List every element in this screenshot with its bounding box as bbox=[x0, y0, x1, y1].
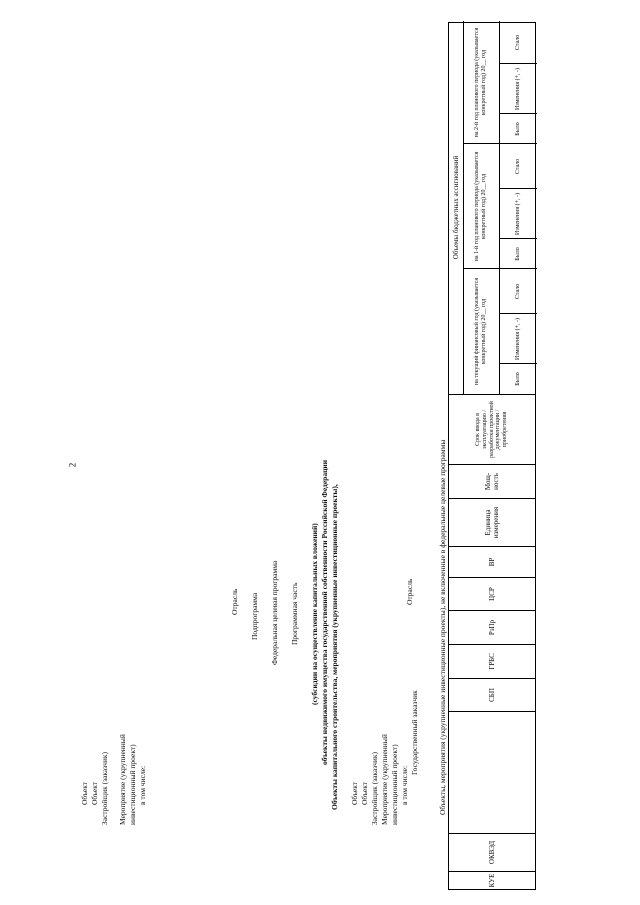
section1-measure-l1: Мероприятие (укрупненный bbox=[380, 734, 389, 825]
section2-developer: Застройщик (заказчик) bbox=[100, 752, 109, 825]
col-csr: ЦСР bbox=[449, 577, 535, 610]
section2-obj2: Объект bbox=[80, 781, 89, 805]
col-unit: Единица измерения bbox=[449, 498, 535, 546]
section1-incl: в том числе: bbox=[400, 765, 409, 805]
section2-program-part: Программная часть bbox=[290, 582, 299, 645]
section1-title: Объекты, мероприятия (укрупненные инвестиционные проекты), не включенные в федеральные целевые программы bbox=[438, 439, 447, 815]
section1-obj2: Объект bbox=[350, 781, 359, 805]
page-number: 2 bbox=[67, 462, 78, 468]
col-capacity: Мощ-ность bbox=[449, 464, 535, 498]
p3-change: Изменения (+, -) bbox=[514, 68, 521, 111]
section2-obj1: Объект bbox=[90, 781, 99, 805]
section2-title-l2: объекты недвижимого имущества государственной собственности Российской Федерации bbox=[320, 459, 329, 765]
col-grbs: ГРБС bbox=[449, 644, 535, 678]
p3-was: Было bbox=[514, 122, 521, 136]
col-rzpr: РзПр bbox=[449, 610, 535, 644]
p1-became: Стало bbox=[514, 283, 521, 300]
col-okved: ОКВЭД bbox=[449, 833, 535, 871]
period-year1: на 1-й год планового периода (указывается конкретный год) 20__ год bbox=[474, 151, 487, 262]
section1-obj1: Объект bbox=[360, 781, 369, 805]
p3-became: Стало bbox=[514, 34, 521, 51]
section1-industry: Отрасль bbox=[405, 578, 414, 605]
p1-was: Было bbox=[514, 372, 521, 386]
section2-fcp: Федеральная целевая программа bbox=[270, 560, 279, 665]
section2-industry: Отрасль bbox=[230, 588, 239, 615]
section2-measure-l2: инвестиционный проект) bbox=[128, 744, 137, 825]
col-vr: ВР bbox=[449, 546, 535, 577]
section1-developer: Застройщик (заказчик) bbox=[370, 752, 379, 825]
section1-measure-l2: инвестиционный проект) bbox=[390, 744, 399, 825]
p2-became: Стало bbox=[514, 158, 521, 175]
col-kue: КУЕ bbox=[449, 871, 535, 889]
section2-incl: в том числе: bbox=[138, 765, 147, 805]
p2-was: Было bbox=[514, 247, 521, 261]
section2-subprogram: Подпрограмма bbox=[250, 592, 259, 640]
section2-title-l1: Объекты капитального строительства, мероприятия (укрупненные инвестиционные проекты), bbox=[330, 484, 339, 810]
section2-title-l3: (субсидии на осуществление капитальных вложений) bbox=[310, 523, 319, 705]
col-term: Срок ввода в эксплуатацию / разработки проектной документации / приобретения bbox=[449, 394, 535, 464]
col-blank bbox=[449, 711, 535, 833]
section1-state-customer: Государственный заказчик bbox=[410, 690, 419, 775]
p2-change: Изменения (+, -) bbox=[514, 193, 521, 236]
p1-change: Изменения (+, -) bbox=[514, 318, 521, 361]
section2-measure-l1: Мероприятие (укрупненный bbox=[118, 734, 127, 825]
period-year2: на 2-й год планового периода (указывается конкретный год) 20__ год bbox=[474, 27, 487, 138]
budget-header: Объемы бюджетных ассигнований bbox=[451, 155, 460, 260]
budget-table-header bbox=[448, 22, 536, 890]
col-sbp: СБП bbox=[449, 678, 535, 711]
period-current: на текущий финансовый год (указывается конкретный год) 20__ год bbox=[474, 277, 487, 386]
